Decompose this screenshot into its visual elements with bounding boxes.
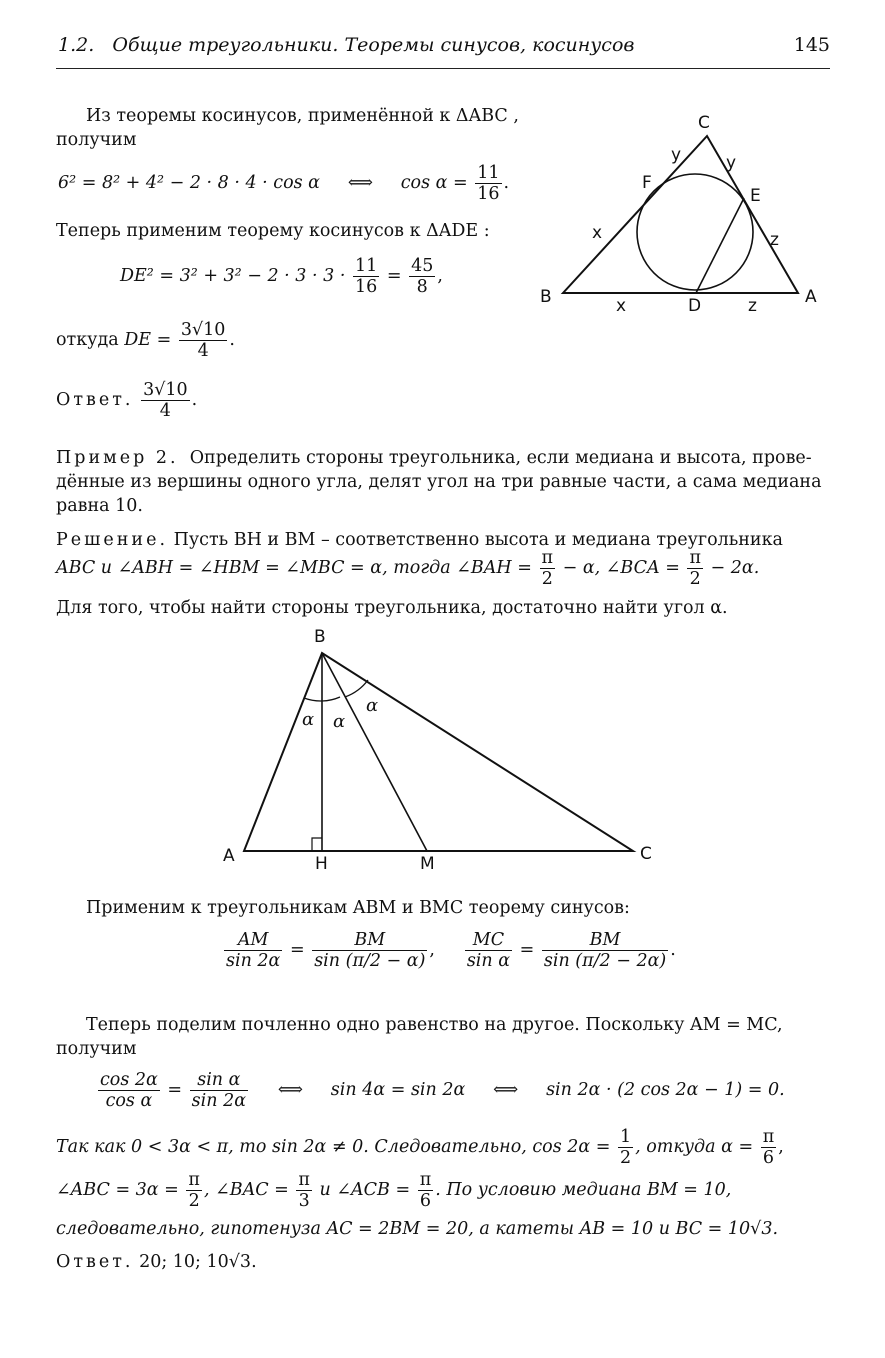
whence-fraction: $\frac{3√10}{4}$ xyxy=(180,320,226,361)
final-line-2: ∠ABC = 3α = $\frac{\pi}{2}$ , ∠BAC = $\frac{\pi}{3}$ и ∠ACB = $\frac{\pi}{6}$ . По условию медиана BM = 10, xyxy=(56,1170,732,1211)
label-x-left: x xyxy=(592,223,603,243)
equation-1: 6² = 8² + 4² − 2 · 8 · 4 · cos α ⟺ cos α = $\frac{11}{16}$ . xyxy=(58,163,510,204)
example-2 xyxy=(56,446,832,518)
final-line-3: следовательно, гипотенуза AC = 2BM = 20, а катеты AB = 10 и BC = 10√3. xyxy=(56,1219,779,1239)
segment-de xyxy=(696,198,744,293)
eq1-rhs: cos α = xyxy=(400,173,468,193)
eq2-lhs: DE² = 3² + 3² − 2 · 3 · 3 · xyxy=(120,266,346,286)
solution-pi-over-2-b: $\frac{\pi}{2}$ xyxy=(689,548,701,589)
eq3-frac-2: $\frac{\text{sin α}}{\sin 2\alpha}$ xyxy=(191,1070,247,1111)
eq2-equals: = xyxy=(386,266,402,286)
page-number: 145 xyxy=(793,34,830,56)
figure-incircle-triangle xyxy=(530,110,830,320)
eq2-fraction-2: $\frac{45}{8}$ xyxy=(411,256,434,297)
label-H: H xyxy=(315,854,328,874)
solution-pi-over-2-a: $\frac{\pi}{2}$ xyxy=(541,548,554,589)
whence-de: откуда DE = $\frac{3√10}{4}$ . xyxy=(56,320,235,361)
whence-lhs: DE = xyxy=(124,330,172,350)
example-2-label: Пример 2. xyxy=(56,448,179,468)
sines-frac-2: $\frac{BM}{\sin (\pi/2 - \alpha)}$ xyxy=(314,930,426,971)
divide-line-1: Теперь поделим почленно одно равенство на другое. Поскольку AM = MC, xyxy=(86,1015,783,1035)
running-header xyxy=(58,34,830,56)
label-z-bottom: z xyxy=(748,296,757,316)
sines-intro: Применим к треугольникам ABM и BMC теорему синусов: xyxy=(86,898,630,918)
intro-line-1: Из теоремы косинусов, применённой к ΔABC , xyxy=(86,106,519,126)
eq2-fraction-1: $\frac{11}{16}$ xyxy=(354,256,378,297)
sines-frac-3: $\frac{MC}{\text{sin α}}$ xyxy=(466,930,511,971)
header-rule xyxy=(56,68,830,69)
example-2-line-3: равна 10. xyxy=(56,496,143,516)
example-2-line-1: Пример 2. Определить стороны треугольника, если медиана и высота, прове- xyxy=(56,448,812,468)
label-E: E xyxy=(750,186,761,206)
label-x-bottom: x xyxy=(616,296,627,316)
solution-label: Решение. xyxy=(56,530,169,550)
label-A-2: A xyxy=(223,846,235,866)
sines-frac-4: $\frac{BM}{\sin (\pi/2 - 2\alpha)}$ xyxy=(543,930,667,971)
answer-2 xyxy=(56,1250,257,1274)
answer-2-value: 20; 10; 10√3. xyxy=(139,1252,257,1272)
solution-line-1: Решение. Пусть BH и BM – соответственно высота и медиана треугольника xyxy=(56,530,783,550)
eq3-rhs: sin 2α · (2 cos 2α − 1) = 0. xyxy=(546,1080,785,1100)
eq1-lhs: 6² = 8² + 4² − 2 · 8 · 4 · cos α xyxy=(58,173,320,193)
solution-line-3: Для того, чтобы найти стороны треугольника, достаточно найти угол α. xyxy=(56,598,728,618)
label-alpha-2: α xyxy=(333,711,346,732)
section-title: Общие треугольники. Теоремы синусов, косинусов xyxy=(112,34,635,56)
label-B-2: B xyxy=(314,627,326,647)
label-A: A xyxy=(805,287,817,307)
eq3-middle: sin 4α = sin 2α xyxy=(330,1080,466,1100)
label-D: D xyxy=(688,296,702,316)
label-alpha-3: α xyxy=(366,695,379,716)
answer-1-label: Ответ. xyxy=(56,390,134,410)
label-F: F xyxy=(642,173,652,193)
whence-text: откуда xyxy=(56,330,119,350)
label-M: M xyxy=(420,854,435,874)
section-number: 1.2. xyxy=(58,34,95,56)
equation-3: $\frac{\cos 2\alpha}{\text{cos α}}$ = $\frac{\text{sin α}}{\sin 2\alpha}$ ⟺ sin 4α = sin 2α ⟺ sin 2α · (2 cos 2α − 1) = 0. xyxy=(100,1070,785,1111)
answer-2-label: Ответ. xyxy=(56,1252,134,1272)
figure-median-height xyxy=(215,625,665,875)
eq3-frac-1: $\frac{\cos 2\alpha}{\text{cos α}}$ xyxy=(100,1070,158,1111)
divide-line-2: получим xyxy=(56,1039,137,1059)
final-line-1: Так как 0 < 3α < π, то sin 2α ≠ 0. Следовательно, cos 2α = $\frac{1}{2}$ , откуда α = $\frac{\pi}{6}$ , xyxy=(56,1127,784,1168)
label-y-right: y xyxy=(726,153,737,173)
eq1-iff: ⟺ xyxy=(347,173,373,193)
label-alpha-1: α xyxy=(302,709,315,730)
solution-line-2: ABC и ∠ABH = ∠HBM = ∠MBC = α, тогда ∠BAH = $\frac{\pi}{2}$ − α, ∠BCA = $\frac{\pi}{2}$ − 2α. xyxy=(56,548,760,589)
sines-equations: $\frac{AM}{\sin 2\alpha}$ = $\frac{BM}{\sin (\pi/2 - \alpha)}$ , $\frac{MC}{\text{sin α}}$ = $\frac{BM}{\sin (\pi/2 - 2\alpha)}$ . xyxy=(226,930,676,971)
label-B: B xyxy=(540,287,552,307)
label-C-2: C xyxy=(640,844,652,864)
answer-1: Ответ. $\frac{3√10}{4}$ . xyxy=(56,380,198,421)
eq1-fraction: $\frac{11}{16}$ xyxy=(477,163,500,204)
median-bm xyxy=(322,653,427,851)
label-y-left: y xyxy=(671,145,682,165)
right-angle-mark xyxy=(312,838,322,851)
sines-frac-1: $\frac{AM}{\sin 2\alpha}$ xyxy=(226,930,281,971)
label-z-right: z xyxy=(770,230,779,250)
label-C: C xyxy=(698,113,710,133)
equation-2: DE² = 3² + 3² − 2 · 3 · 3 · $\frac{11}{16}$ = $\frac{45}{8}$ , xyxy=(120,256,443,297)
intro-line-2: получим xyxy=(56,130,137,150)
triangle-abc-2 xyxy=(244,653,633,851)
next-line: Теперь применим теорему косинусов к ΔADE : xyxy=(56,221,490,241)
answer-1-fraction: $\frac{3√10}{4}$ xyxy=(143,380,188,421)
example-2-line-2: дённые из вершины одного угла, делят угол на три равные части, а сама медиана xyxy=(56,472,822,492)
angle-arc-outer xyxy=(345,680,368,697)
incircle xyxy=(637,174,753,290)
